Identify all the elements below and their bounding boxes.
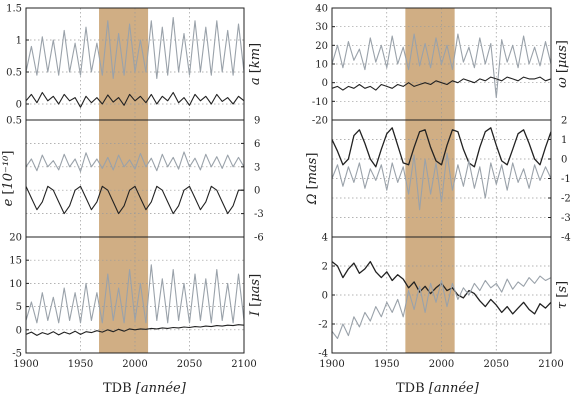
x-tick-label-tau-0: 1900 bbox=[319, 359, 345, 370]
left-tick-label-omega-4: 30 bbox=[315, 22, 328, 34]
x-tick-label-I-0: 1900 bbox=[13, 359, 39, 370]
x-tick-label-I-1: 1950 bbox=[67, 359, 94, 370]
right-axis-label-I: I [μas] bbox=[248, 273, 263, 317]
right-tick-label-Omega-2: -2 bbox=[561, 193, 571, 205]
left-tick-label-a-3: 1.5 bbox=[6, 3, 22, 15]
left-tick-label-omega-1: 0 bbox=[321, 78, 328, 90]
highlight-band-e bbox=[99, 120, 148, 237]
left-top-tick-label-Omega: -20 bbox=[311, 115, 328, 127]
left-tick-label-omega-5: 40 bbox=[315, 3, 328, 15]
right-tick-label-e-0: -6 bbox=[254, 232, 264, 244]
left-tick-label-omega-2: 10 bbox=[315, 59, 328, 71]
highlight-bands bbox=[99, 8, 455, 353]
left-tick-label-tau-1: -2 bbox=[318, 319, 328, 331]
right-axis-label-tau: τ [s] bbox=[555, 280, 570, 310]
right-tick-label-e-5: 9 bbox=[254, 115, 261, 127]
left-tick-label-omega-0: -10 bbox=[311, 96, 328, 108]
left-tick-label-a-1: 0.5 bbox=[6, 67, 22, 79]
left-x-axis-label: TDB [année] bbox=[103, 381, 186, 396]
left-tick-label-tau-2: 0 bbox=[321, 290, 328, 302]
left-tick-label-tau-0: -4 bbox=[318, 348, 328, 360]
right-axis-label-omega: ω [μas] bbox=[555, 40, 570, 88]
x-tick-label-tau-2: 2000 bbox=[428, 359, 455, 370]
left-tick-label-I-1: 0 bbox=[15, 325, 22, 337]
left-tick-label-omega-3: 20 bbox=[315, 40, 328, 52]
highlight-band-a bbox=[99, 8, 148, 120]
left-tick-label-I-3: 10 bbox=[9, 278, 22, 290]
left-tick-label-I-0: -5 bbox=[12, 348, 22, 360]
right-tick-label-e-4: 6 bbox=[254, 138, 261, 150]
left-tick-label-a-2: 1 bbox=[15, 35, 22, 47]
left-tick-label-I-2: 5 bbox=[15, 302, 22, 314]
highlight-band-I bbox=[99, 237, 148, 353]
right-tick-label-Omega-4: 0 bbox=[561, 154, 568, 166]
left-tick-label-a-0: 0 bbox=[15, 99, 22, 111]
right-x-axis-label: TDB [année] bbox=[396, 381, 479, 396]
x-tick-label-tau-1: 1950 bbox=[374, 359, 400, 370]
left-axis-label-e: e [10⁻¹⁰] bbox=[1, 150, 16, 207]
x-tick-label-tau-3: 2050 bbox=[483, 359, 509, 370]
x-tick-label-tau-4: 2100 bbox=[538, 359, 564, 370]
right-tick-label-Omega-0: -4 bbox=[561, 232, 571, 244]
left-tick-label-tau-3: 2 bbox=[321, 261, 328, 273]
x-tick-label-I-3: 2050 bbox=[176, 359, 203, 370]
left-tick-label-tau-4: 4 bbox=[321, 232, 328, 244]
right-tick-label-Omega-3: -1 bbox=[561, 174, 571, 185]
x-tick-label-I-4: 2100 bbox=[231, 359, 257, 370]
left-top-tick-label-e: 0.5 bbox=[6, 115, 22, 127]
x-tick-label-I-2: 2000 bbox=[122, 359, 148, 370]
right-tick-label-e-2: 0 bbox=[254, 185, 261, 197]
left-tick-label-I-4: 15 bbox=[9, 255, 22, 267]
right-tick-label-Omega-5: 1 bbox=[561, 135, 568, 146]
right-tick-label-e-3: 3 bbox=[254, 162, 261, 174]
left-axis-label-Omega: Ω [mas] bbox=[305, 152, 320, 205]
right-tick-label-Omega-1: -3 bbox=[561, 213, 571, 224]
right-tick-label-e-1: -3 bbox=[254, 209, 264, 221]
right-axis-label-a: a [km] bbox=[248, 42, 263, 86]
left-tick-label-I-5: 20 bbox=[9, 232, 22, 244]
right-tick-label-Omega-6: 2 bbox=[561, 115, 568, 127]
